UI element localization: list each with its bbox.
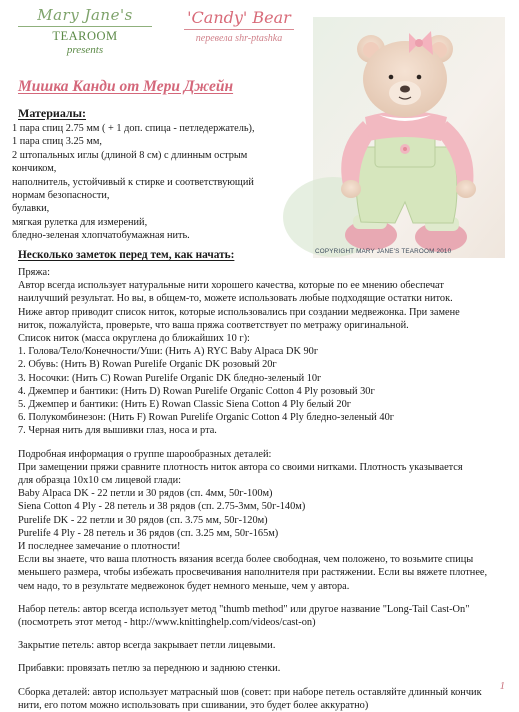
list-item: кончиком, — [12, 163, 57, 175]
paragraph-line: Автор всегда использует натуральные нити хорошего качества, которые по ее мнению обеспечат — [18, 280, 444, 292]
list-item: мягкая рулетка для измерений, — [12, 216, 148, 228]
pattern-name-block — [178, 8, 300, 44]
assembly-line: Сборка деталей: автор использует матрасный шов (совет: при наборе петель оставляйте длинный кончик — [18, 686, 482, 698]
bear-photo — [313, 17, 505, 258]
cast-off-line: Закрытие петель: автор всегда закрывает петли лицевыми. — [18, 640, 276, 652]
assembly-line: нити, его потом можно использовать при сшивании, это будет более аккуратно) — [18, 699, 369, 711]
notes-body — [18, 266, 508, 712]
gauge-line: И последнее замечание о плотности! — [18, 541, 181, 553]
gauge-line: Purelife DK - 22 петли и 30 рядов (сп. 3.75 мм, 50г-120м) — [18, 514, 268, 526]
list-item: 2 штопальных иглы (длиной 8 см) с длинным острым — [12, 149, 248, 161]
yarn-list-item: 2. Обувь: (Нить B) Rowan Purelife Organic DK розовый 20г — [18, 359, 277, 371]
pattern-divider — [184, 29, 294, 30]
yarn-list-item: 7. Черная нить для вышивки глаз, носа и рта. — [18, 425, 217, 437]
yarn-list-item: 5. Джемпер и бантики: (Нить E) Rowan Classic Siena Cotton 4 Ply белый 20г — [18, 399, 351, 411]
document-title: Мишка Канди от Мери Джейн — [18, 78, 234, 95]
yarn-list-item: 4. Джемпер и бантики: (Нить D) Rowan Purelife Organic Cotton 4 Ply розовый 30г — [18, 385, 375, 397]
paragraph-line: Список ниток (масса округлена до ближайших 10 г): — [18, 333, 250, 345]
pattern-name: 'Candy' Bear — [187, 8, 291, 27]
materials-list — [12, 122, 312, 243]
translator-credit: перевела shr-ptashka — [195, 33, 283, 44]
gauge-line: для образца 10x10 см лицевой глади: — [18, 475, 182, 487]
materials-heading: Материалы: — [18, 106, 87, 120]
gauge-line: меньшего размера, чтобы избежать просвечивания наполнителя при растяжении. Если вы вяжете плотнее, — [18, 567, 488, 579]
paragraph-line: Ниже автор приводит список ниток, которые использовались при создании медвежонка. При замене — [18, 306, 460, 318]
brand-logo — [14, 6, 156, 56]
yarn-heading: Пряжа: — [18, 267, 51, 278]
yarn-list-item: 6. Полукомбинезон: (Нить F) Rowan Purelife Organic Cotton 4 Ply бледно-зеленый 40г — [18, 412, 394, 424]
brand-divider — [18, 26, 152, 27]
brand-presents: presents — [66, 44, 104, 56]
list-item: бледно-зеленая хлопчатобумажная нить. — [12, 230, 190, 242]
yarn-list-item: 1. Голова/Тело/Конечности/Уши: (Нить A) RYC Baby Alpaca DK 90г — [18, 346, 319, 358]
list-item: 1 пара спиц 2.75 мм ( + 1 доп. спица - петледержатель), — [12, 123, 255, 134]
list-item: наполнитель, устойчивый к стирке и соответствующий — [12, 176, 254, 188]
gauge-line: Siena Cotton 4 Ply - 28 петель и 38 рядов (сп. 2.75-3мм, 50г-140м) — [18, 501, 306, 513]
photo-copyright: COPYRIGHT MARY JANE'S TEAROOM 2010 — [315, 248, 452, 255]
brand-tearoom: TEAROOM — [52, 29, 118, 43]
list-item: булавки, — [12, 203, 50, 215]
brand-script-name: Mary Jane's — [37, 6, 133, 24]
gauge-line: Purelife 4 Ply - 28 петель и 36 рядов (сп. 3.25 мм, 50г-165м) — [18, 527, 279, 539]
increases-line: Прибавки: провязать петлю за переднюю и заднюю стенки. — [18, 663, 281, 675]
list-item: нормам безопасности, — [12, 190, 110, 202]
gauge-line: Если вы знаете, что ваша плотность вязания всегда более свободная, чем положено, то возьмите спицы — [18, 554, 474, 566]
list-item: 1 пара спиц 3.25 мм, — [12, 136, 102, 148]
paragraph-line: наилучший результат. Но вы, в общем-то, можете использовать любые подходящие остатки ниток. — [18, 293, 453, 305]
cast-on-line: Набор петель: автор всегда использует метод "thumb method" или другое название "Long-Tail Cast-On" — [18, 603, 470, 615]
gauge-line: При замещении пряжи сравните плотность ниток автора со своими нитками. Плотность указывается — [18, 461, 463, 473]
cast-on-link-line: (посмотреть этот метод - http://www.knittinghelp.com/videos/cast-on) — [18, 617, 316, 629]
page-number: 1 — [499, 681, 505, 692]
yarn-list-item: 3. Носочки: (Нить C) Rowan Purelife Organic DK бледно-зеленый 10г — [18, 372, 322, 384]
paragraph-line: ниток, пожалуйста, проверьте, что ваша пряжа соответствует по метражу оригинальной. — [18, 319, 409, 331]
gauge-line: чем надо, то в результате медвежонок будет немного меньше, чем у автора. — [18, 580, 350, 592]
gauge-line: Подробная информация о группе шарообразных деталей: — [18, 448, 272, 460]
gauge-line: Baby Alpaca DK - 22 петли и 30 рядов (сп. 4мм, 50г-100м) — [18, 488, 273, 500]
notes-heading: Несколько заметок перед тем, как начать: — [18, 249, 235, 261]
